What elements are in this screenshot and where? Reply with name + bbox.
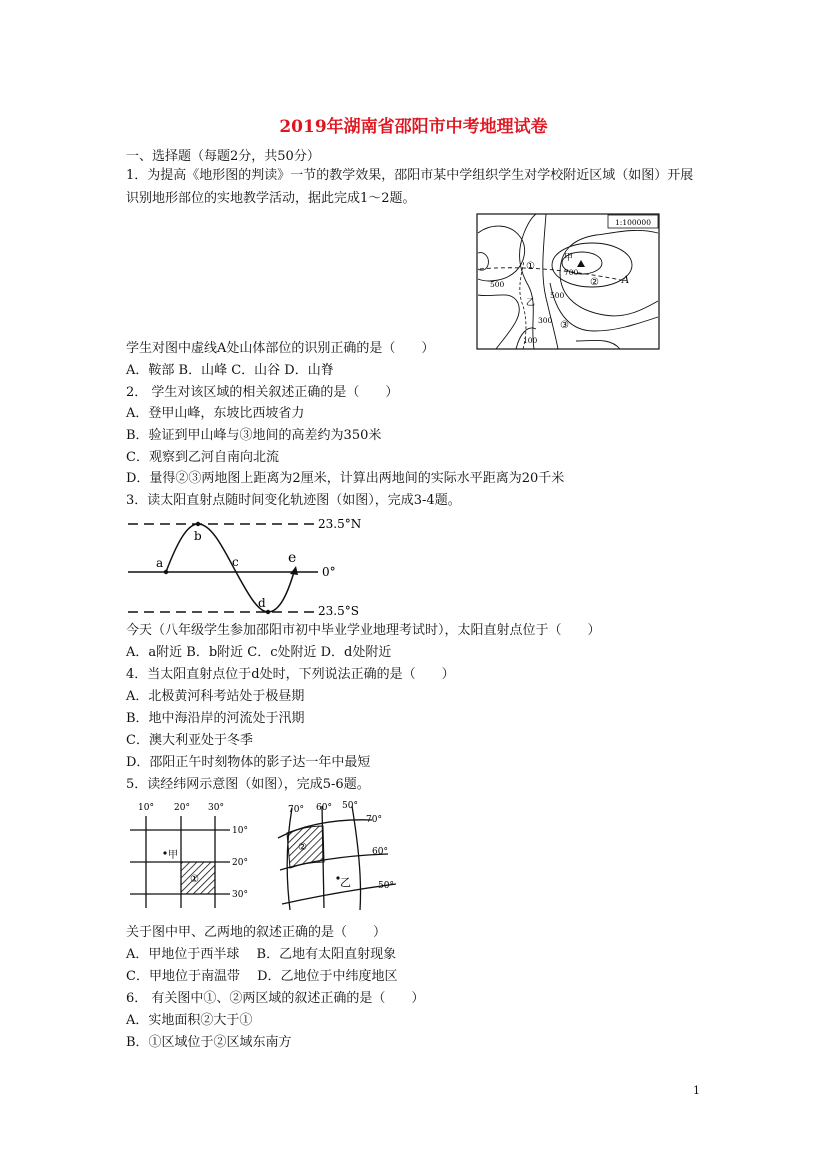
svg-text:30°: 30° [208, 803, 224, 813]
arrow-e [290, 566, 298, 575]
peak-triangle [577, 260, 585, 267]
svg-text:20°: 20° [232, 858, 248, 868]
svg-text:①: ① [190, 874, 199, 885]
question-2-option-a: A．登甲山峰，东坡比西坡省力 [126, 406, 305, 421]
svg-text:60°: 60° [372, 847, 388, 857]
svg-text:②: ② [590, 277, 599, 288]
svg-text:20°: 20° [174, 803, 190, 813]
scale-label: 1:100000 [615, 218, 651, 227]
question-4-option-a: A．北极黄河科考站处于极昼期 [126, 689, 305, 704]
question-2-option-c: C．观察到乙河自南向北流 [126, 450, 279, 465]
svg-text:乙: 乙 [526, 298, 536, 308]
graticule-diagram-1 [126, 798, 254, 910]
page-title: 2019年湖南省邵阳市中考地理试卷 [279, 117, 548, 137]
svg-text:50°: 50° [378, 881, 394, 891]
svg-text:A: A [622, 275, 630, 286]
question-1-intro: 1．为提高《地形图的判读》一节的教学效果，邵阳市某中学组织学生对学校附近区域（如图）开展识别地形部位的实地教学活动，据此完成1～2题。 [126, 168, 694, 206]
question-5-options-cd: C．甲地位于南温带 D．乙地位于中纬度地区 [126, 969, 398, 984]
question-3-intro: 3．读太阳直射点随时间变化轨迹图（如图），完成3-4题。 [126, 493, 461, 508]
sun-path-diagram [126, 512, 376, 616]
question-4-option-d: D．邵阳正午时刻物体的影子达一年中最短 [126, 755, 371, 770]
svg-text:23.5°S: 23.5°S [318, 604, 359, 616]
question-2-stem: 2． 学生对该区域的相关叙述正确的是（ ） [126, 385, 399, 400]
question-4-option-b: B．地中海沿岸的河流处于汛期 [126, 711, 305, 726]
contour-map [476, 213, 660, 350]
question-2-option-b: B．验证到甲山峰与③地间的高差约为350米 [126, 428, 382, 443]
question-1-stem: 学生对图中虚线A处山体部位的识别正确的是（ ） [126, 341, 435, 356]
question-6-option-a: A．实地面积②大于① [126, 1013, 253, 1028]
question-2-option-d: D．量得②③两地图上距离为2厘米，计算出两地间的实际水平距离为20千米 [126, 471, 565, 486]
question-5-intro: 5．读经纬网示意图（如图），完成5-6题。 [126, 777, 370, 792]
question-6-option-b: B．①区域位于②区域东南方 [126, 1035, 292, 1050]
question-3-stem: 今天（八年级学生参加邵阳市初中毕业学业地理考试时），太阳直射点位于（ ） [126, 623, 601, 638]
svg-text:乙: 乙 [340, 876, 351, 889]
svg-text:50°: 50° [342, 801, 358, 811]
question-4-option-c: C．澳大利亚处于冬季 [126, 733, 253, 748]
sun-path-curve [166, 524, 297, 612]
svg-text:30°: 30° [232, 890, 248, 900]
svg-text:e: e [288, 550, 297, 566]
svg-text:60°: 60° [316, 803, 332, 813]
question-5-options-ab: A．甲地位于西半球 B．乙地有太阳直射现象 [126, 947, 397, 962]
graticule-diagram-2 [276, 798, 406, 910]
section-heading: 一、选择题（每题2分，共50分） [126, 149, 320, 164]
svg-text:10°: 10° [138, 803, 154, 813]
svg-text:700: 700 [564, 268, 579, 277]
svg-text:10°: 10° [232, 826, 248, 836]
svg-text:70°: 70° [366, 815, 382, 825]
svg-text:b: b [194, 529, 202, 543]
svg-text:甲: 甲 [564, 253, 574, 263]
svg-text:②: ② [298, 842, 307, 853]
svg-text:a: a [156, 556, 164, 570]
question-6-stem: 6． 有关图中①、②两区域的叙述正确的是（ ） [126, 991, 425, 1006]
svg-text:c: c [232, 555, 239, 569]
svg-text:23.5°N: 23.5°N [318, 517, 362, 531]
question-4-stem: 4．当太阳直射点位于d处时，下列说法正确的是（ ） [126, 667, 455, 682]
svg-text:300: 300 [538, 316, 553, 325]
svg-text:500: 500 [550, 291, 565, 300]
svg-text:d: d [258, 596, 266, 610]
svg-text:①: ① [526, 261, 535, 272]
svg-text:100: 100 [523, 336, 538, 345]
svg-text:70°: 70° [288, 805, 304, 815]
svg-text:甲: 甲 [168, 850, 178, 861]
svg-text:0°: 0° [322, 565, 336, 579]
question-3-options: A．a附近 B．b附近 C．c处附近 D．d处附近 [126, 645, 392, 660]
question-5-stem: 关于图中甲、乙两地的叙述正确的是（ ） [126, 925, 387, 940]
question-1-options: A．鞍部 B．山峰 C．山谷 D．山脊 [126, 363, 334, 378]
svg-text:500: 500 [490, 280, 505, 289]
page-number: 1 [693, 1084, 700, 1097]
svg-text:③: ③ [560, 320, 569, 331]
